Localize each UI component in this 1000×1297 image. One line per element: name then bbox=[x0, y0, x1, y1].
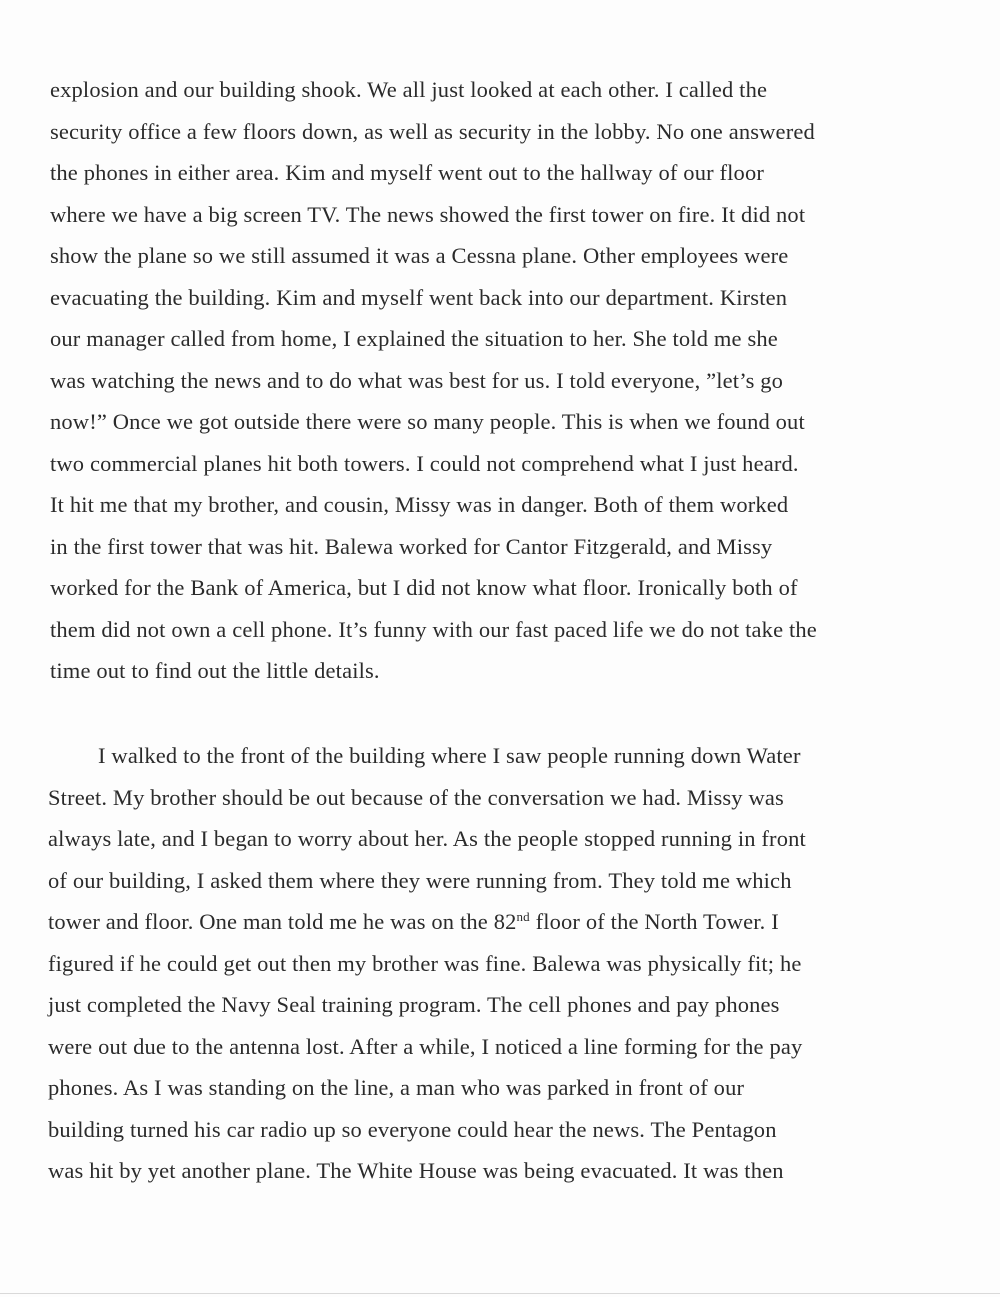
text-line: the phones in either area. Kim and myself went out to the hallway of our floor bbox=[50, 160, 765, 185]
text-line: where we have a big screen TV. The news showed the first tower on fire. It did not bbox=[50, 201, 806, 227]
text-line: security office a few floors down, as well as security in the lobby. No one answered bbox=[50, 118, 815, 144]
paragraph-2 bbox=[48, 735, 948, 1192]
text-line: two commercial planes hit both towers. I could not comprehend what I just heard. bbox=[50, 450, 799, 476]
text-line: now!” Once we got outside there were so many people. This is when we found out bbox=[50, 409, 805, 434]
text-line: was watching the news and to do what was best for us. I told everyone, ”let’s go bbox=[50, 367, 784, 393]
text-segment: floor of the North Tower. I bbox=[529, 909, 779, 934]
text-line: were out due to the antenna lost. After a while, I noticed a line forming for the pay bbox=[48, 1033, 803, 1059]
text-line: always late, and I began to worry about her. As the people stopped running in front bbox=[48, 826, 806, 851]
text-line: It hit me that my brother, and cousin, Missy was in danger. Both of them worked bbox=[50, 492, 789, 517]
text-line: show the plane so we still assumed it was a Cessna plane. Other employees were bbox=[50, 243, 789, 268]
text-line-with-superscript bbox=[48, 901, 948, 943]
text-line: figured if he could get out then my brother was fine. Balewa was physically fit; he bbox=[48, 950, 802, 976]
text-line: time out to find out the little details. bbox=[50, 658, 380, 683]
text-line: I walked to the front of the building where I saw people running down Water bbox=[98, 743, 801, 768]
text-line: Street. My brother should be out because of the conversation we had. Missy was bbox=[48, 784, 784, 810]
ordinal-superscript: nd bbox=[516, 909, 530, 924]
text-segment: tower and floor. One man told me he was on the 82 bbox=[48, 909, 517, 934]
text-line: them did not own a cell phone. It’s funny with our fast paced life we do not take the bbox=[50, 616, 817, 642]
text-line: building turned his car radio up so everyone could hear the news. The Pentagon bbox=[48, 1116, 777, 1142]
text-line: worked for the Bank of America, but I did not know what floor. Ironically both of bbox=[50, 575, 798, 600]
text-line: was hit by yet another plane. The White House was being evacuated. It was then bbox=[48, 1158, 784, 1183]
text-line: in the first tower that was hit. Balewa worked for Cantor Fitzgerald, and Missy bbox=[50, 533, 773, 559]
text-line: of our building, I asked them where they were running from. They told me which bbox=[48, 867, 792, 893]
text-line: evacuating the building. Kim and myself went back into our department. Kirsten bbox=[50, 284, 788, 310]
text-line: our manager called from home, I explained the situation to her. She told me she bbox=[50, 326, 778, 351]
text-line: explosion and our building shook. We all just looked at each other. I called the bbox=[50, 77, 768, 102]
text-line: phones. As I was standing on the line, a man who was parked in front of our bbox=[48, 1075, 745, 1100]
page-bottom-edge bbox=[0, 1293, 1000, 1294]
paragraph-1 bbox=[50, 69, 950, 692]
text-line: just completed the Navy Seal training program. The cell phones and pay phones bbox=[48, 992, 780, 1017]
